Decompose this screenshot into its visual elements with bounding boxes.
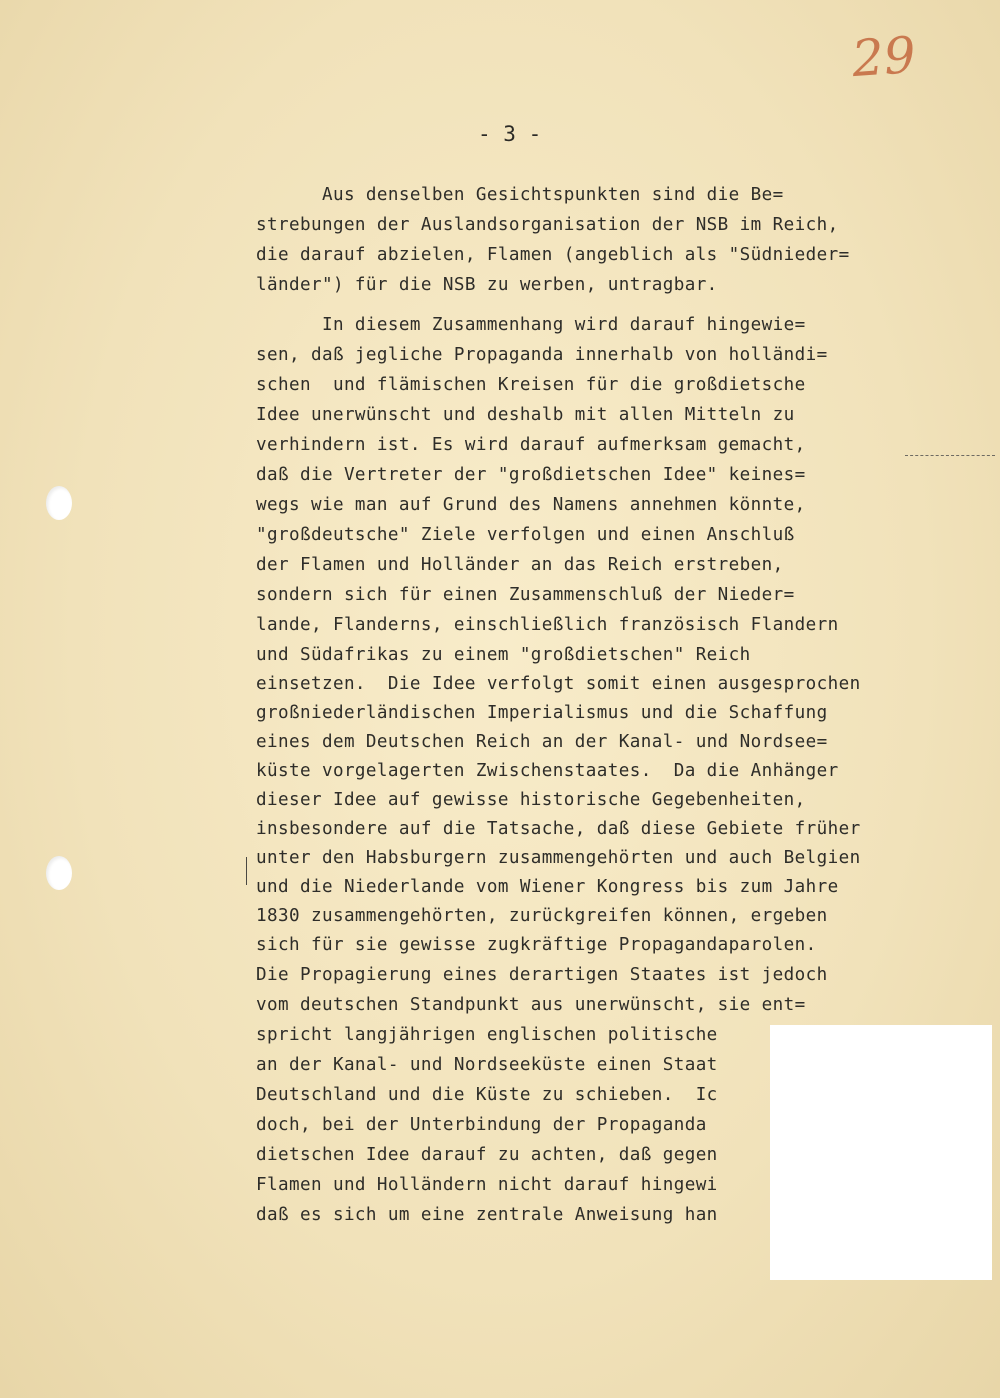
text-line: verhindern ist. Es wird darauf aufmerksam gemacht,	[256, 435, 806, 455]
folio-number: 29	[850, 25, 918, 89]
text-line: dietschen Idee darauf zu achten, daß gegen	[256, 1145, 718, 1165]
text-line: 1830 zusammengehörten, zurückgreifen können, ergeben	[256, 906, 828, 926]
page-number: - 3 -	[478, 122, 542, 146]
text-line: wegs wie man auf Grund des Namens annehmen könnte,	[256, 495, 806, 515]
text-line: an der Kanal- und Nordseeküste einen Staat	[256, 1055, 718, 1075]
text-line: insbesondere auf die Tatsache, daß diese Gebiete früher	[256, 819, 861, 839]
text-line: sich für sie gewisse zugkräftige Propagandaparolen.	[256, 935, 817, 955]
text-line: spricht langjährigen englischen politische	[256, 1025, 718, 1045]
text-line: Deutschland und die Küste zu schieben. Ic	[256, 1085, 718, 1105]
text-line: sondern sich für einen Zusammenschluß der Nieder=	[256, 585, 795, 605]
text-line: sen, daß jegliche Propaganda innerhalb von holländi=	[256, 345, 828, 365]
text-line: In diesem Zusammenhang wird darauf hingewie=	[256, 315, 806, 335]
text-line: eines dem Deutschen Reich an der Kanal- und Nordsee=	[256, 732, 828, 752]
text-line: unter den Habsburgern zusammengehörten und auch Belgien	[256, 848, 861, 868]
text-line: und die Niederlande vom Wiener Kongress bis zum Jahre	[256, 877, 839, 897]
text-line: lande, Flanderns, einschließlich französisch Flandern	[256, 615, 839, 635]
text-line: daß die Vertreter der "großdietschen Idee" keines=	[256, 465, 806, 485]
text-line: Aus denselben Gesichtspunkten sind die Be=	[256, 185, 784, 205]
text-line: küste vorgelagerten Zwischenstaates. Da die Anhänger	[256, 761, 839, 781]
text-line: daß es sich um eine zentrale Anweisung han	[256, 1205, 718, 1225]
text-line: Flamen und Holländern nicht darauf hingewi	[256, 1175, 718, 1195]
redaction-block	[770, 1025, 992, 1280]
text-line: großniederländischen Imperialismus und die Schaffung	[256, 703, 828, 723]
text-line: Idee unerwünscht und deshalb mit allen Mitteln zu	[256, 405, 795, 425]
text-line: die darauf abzielen, Flamen (angeblich als "Südnieder=	[256, 245, 850, 265]
text-line: dieser Idee auf gewisse historische Gegebenheiten,	[256, 790, 806, 810]
text-line: vom deutschen Standpunkt aus unerwünscht, sie ent=	[256, 995, 806, 1015]
text-line: "großdeutsche" Ziele verfolgen und einen Anschluß	[256, 525, 795, 545]
text-line: länder") für die NSB zu werben, untragbar.	[256, 275, 718, 295]
text-line: einsetzen. Die Idee verfolgt somit einen ausgesprochen	[256, 674, 861, 694]
text-line: Die Propagierung eines derartigen Staates ist jedoch	[256, 965, 828, 985]
text-line: der Flamen und Holländer an das Reich erstreben,	[256, 555, 784, 575]
text-line: und Südafrikas zu einem "großdietschen" Reich	[256, 645, 751, 665]
text-line: doch, bei der Unterbindung der Propaganda	[256, 1115, 707, 1135]
text-line: strebungen der Auslandsorganisation der NSB im Reich,	[256, 215, 839, 235]
text-line: schen und flämischen Kreisen für die großdietsche	[256, 375, 806, 395]
